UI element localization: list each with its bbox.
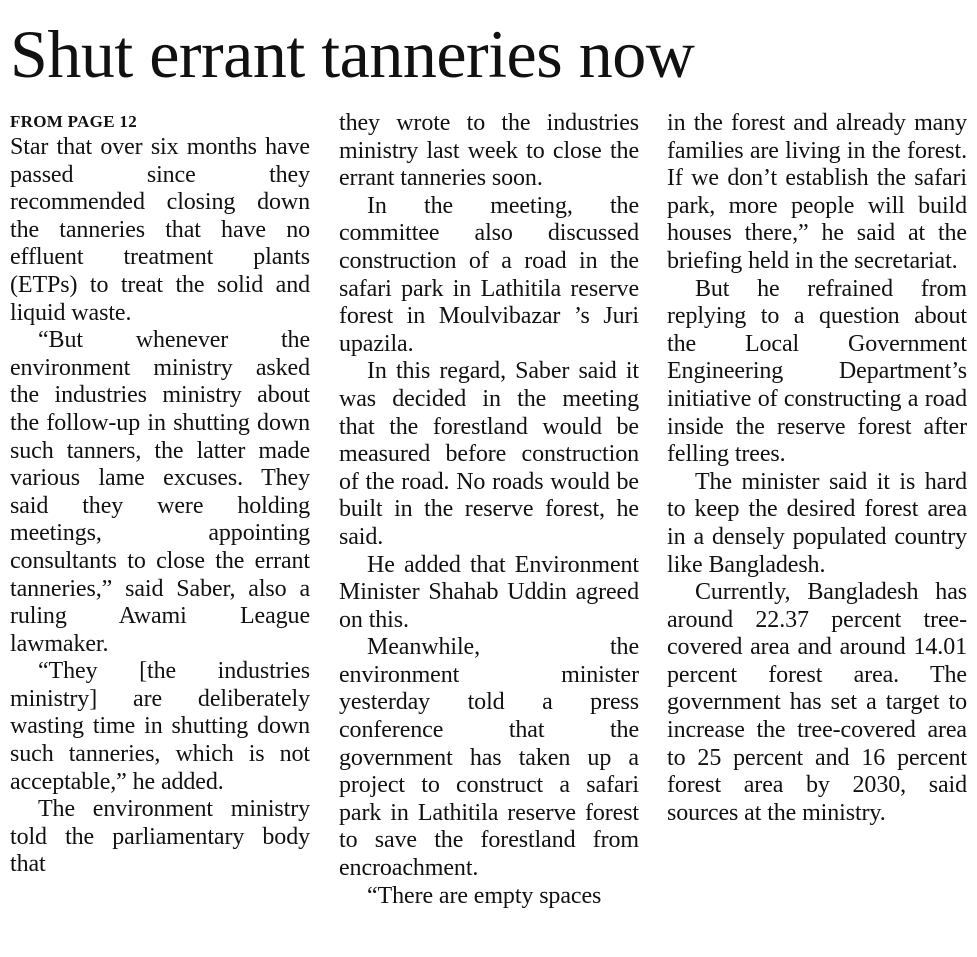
paragraph: In this regard, Saber said it was decided in the meeting that the forestland would be measured before construction of the road. No roads would be built in the reserve forest, he said. <box>339 358 639 550</box>
article-column-2 <box>339 110 639 950</box>
paragraph: Meanwhile, the environment minister yesterday told a press conference that the government has taken up a project to construct a safari park in Lathitila reserve forest to save the forestland from encroachment. <box>339 634 639 882</box>
paragraph: “There are empty spaces <box>367 882 602 909</box>
jump-line: FROM PAGE 12 <box>10 112 137 131</box>
paragraph: The minister said it is hard to keep the desired forest area in a densely populated country like Bangladesh. <box>667 468 967 578</box>
paragraph: He added that Environment Minister Shahab Uddin agreed on this. <box>339 551 639 633</box>
paragraph: in the forest and already many families are living in the forest. If we don’t establish the safari park, more people will build houses there,” he said at the briefing held in the secretariat. <box>667 110 967 274</box>
paragraph: “But whenever the environment ministry asked the industries ministry about the follow-up in shutting down such tanners, the latter made various lame excuses. They said they were holding meetings, appointing consultants to close the errant tanneries,” said Saber, also a ruling Awami League lawmaker. <box>10 327 310 657</box>
paragraph: The environment ministry told the parliamentary body that <box>10 796 310 878</box>
paragraph: But he refrained from replying to a question about the Local Government Engineering Department’s initiative of constructing a road inside the reserve forest after felling trees. <box>667 275 967 468</box>
article-column-3 <box>667 110 967 950</box>
headline: Shut errant tanneries now <box>10 16 695 92</box>
paragraph: “They [the industries ministry] are deliberately wasting time in shutting down such tanneries, which is not acceptable,” he added. <box>10 658 310 795</box>
paragraph: In the meeting, the committee also discussed construction of a road in the safari park in Lathitila reserve forest in Moulvibazar ’s Juri upazila. <box>339 192 639 357</box>
paragraph: Star that over six months have passed since they recommended closing down the tanneries that have no effluent treatment plants (ETPs) to treat the solid and liquid waste. <box>10 134 310 326</box>
paragraph: Currently, Bangladesh has around 22.37 percent tree-covered area and around 14.01 percent forest area. The government has set a target to increase the tree-covered area to 25 percent and 16 percent forest area by 2030, said sources at the ministry. <box>667 579 967 826</box>
paragraph: they wrote to the industries ministry last week to close the errant tanneries soon. <box>339 110 639 192</box>
article-column-1 <box>10 110 310 950</box>
